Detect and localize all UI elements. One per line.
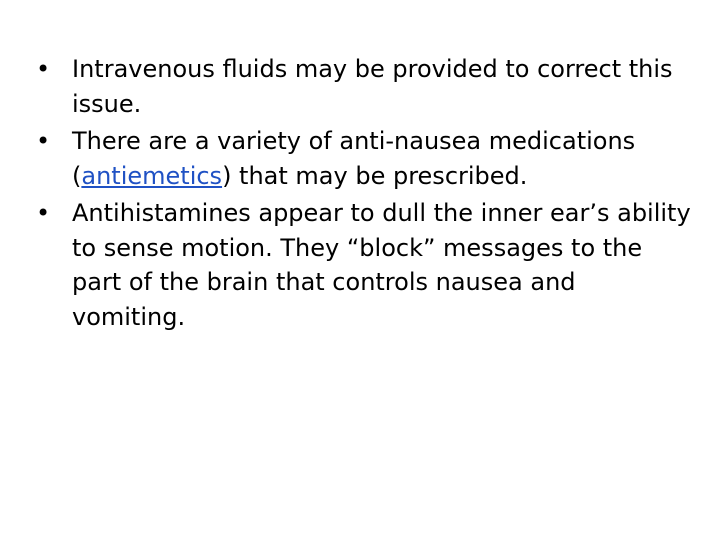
- bullet-text-after-link: ) that may be prescribed.: [222, 161, 528, 190]
- bullet-item-fluids: [36, 52, 696, 121]
- bullet-item-antiemetics: [36, 124, 696, 193]
- antiemetics-link[interactable]: antiemetics: [81, 161, 223, 190]
- bullet-dot-icon: •: [36, 127, 51, 155]
- bullet-text: Antihistamines appear to dull the inner ear’s ability to sense motion. They “block” messages to the part of the brain that controls nausea and vomiting.: [72, 199, 691, 331]
- bullet-dot-icon: •: [36, 55, 51, 83]
- bullet-text-before-link: There are a variety of anti-nausea medications (: [72, 127, 636, 190]
- bullet-item-antihistamines: [36, 196, 696, 334]
- bullet-list: [36, 52, 696, 337]
- bullet-text: Intravenous fluids may be provided to correct this issue.: [72, 55, 673, 118]
- bullet-dot-icon: •: [36, 199, 51, 227]
